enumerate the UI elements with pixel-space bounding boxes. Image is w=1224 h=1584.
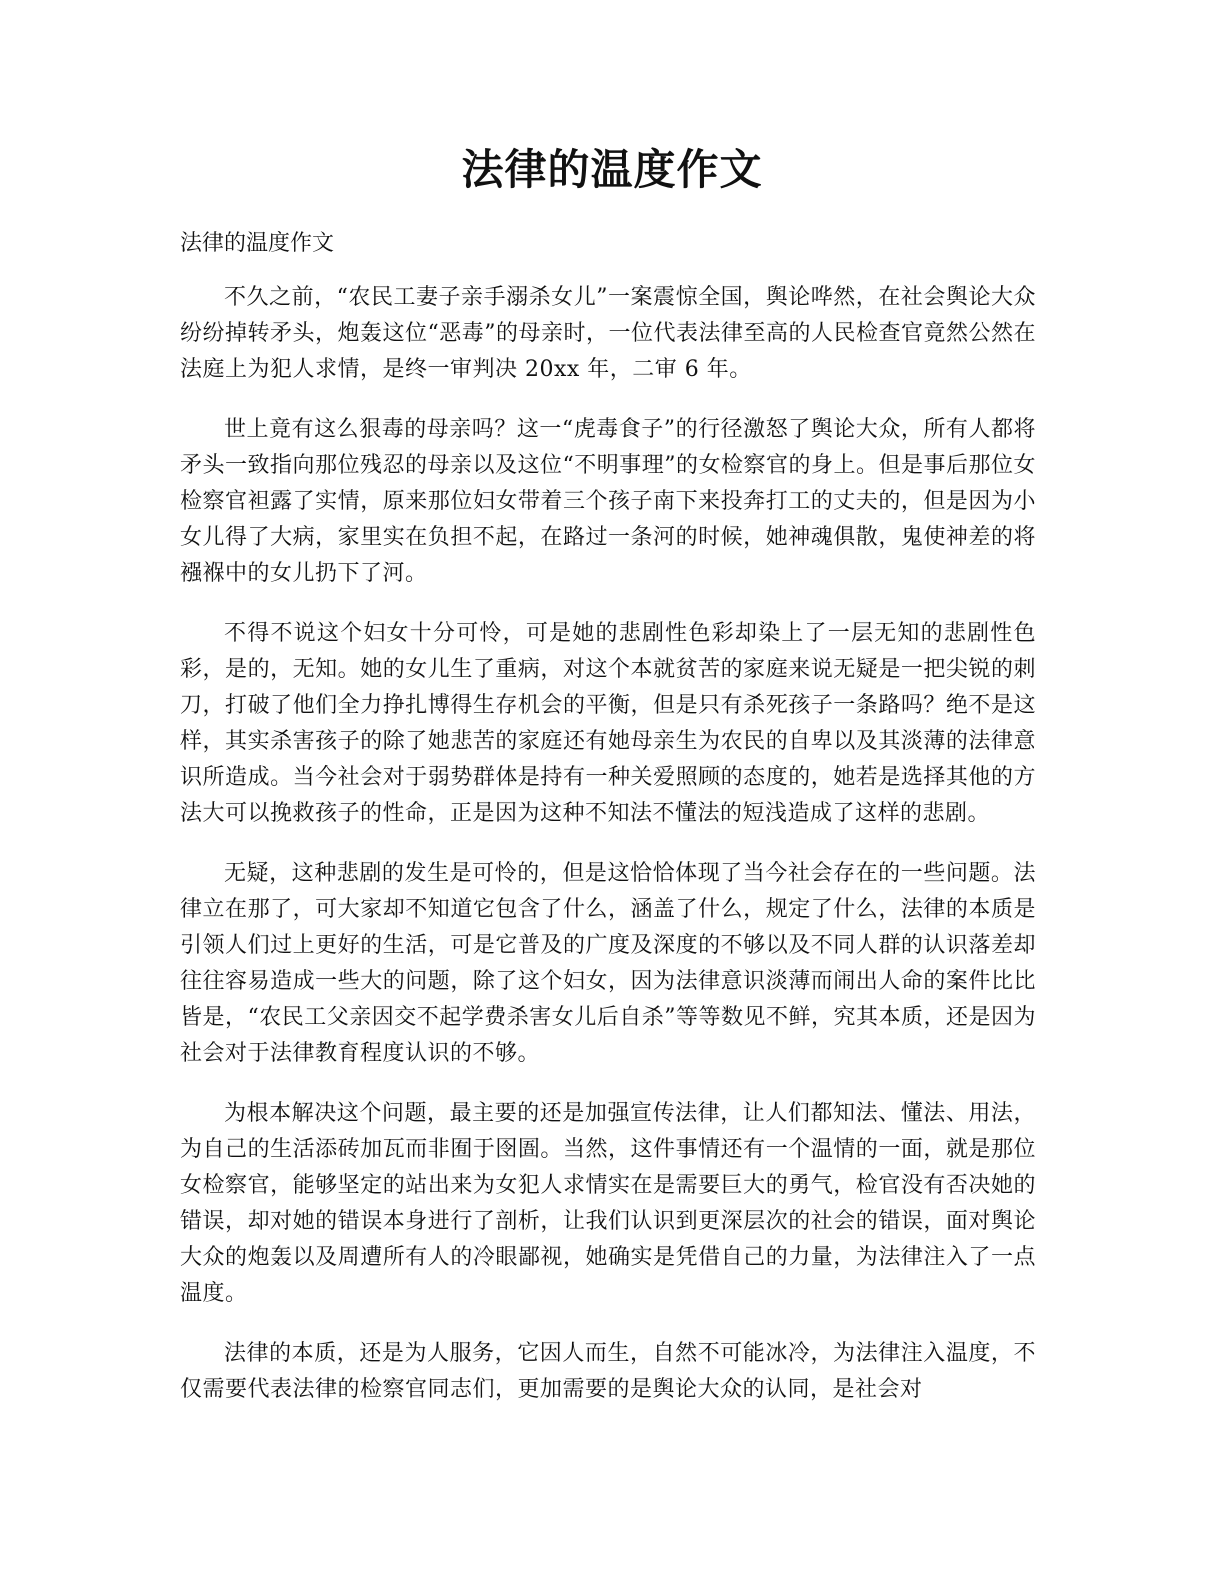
paragraph: 为根本解决这个问题，最主要的还是加强宣传法律，让人们都知法、懂法、用法，为自己的生活添砖加瓦而非囿于囹圄。当然，这件事情还有一个温情的一面，就是那位女检察官，能够坚定的站出来为女犯人求情实在是需要巨大的勇气，检官没有否决她的错误，却对她的错误本身进行了剖析，让我们认识到更深层次的社会的错误，面对舆论大众的炮轰以及周遭所有人的冷眼鄙视，她确实是凭借自己的力量，为法律注入了一点温度。: [180, 1101, 1036, 1306]
paragraph: 不得不说这个妇女十分可怜，可是她的悲剧性色彩却染上了一层无知的悲剧性色彩，是的，无知。她的女儿生了重病，对这个本就贫苦的家庭来说无疑是一把尖锐的刺刀，打破了他们全力挣扎博得生存机会的平衡，但是只有杀死孩子一条路吗？绝不是这样，其实杀害孩子的除了她悲苦的家庭还有她母亲生为农民的自卑以及其淡薄的法律意识所造成。当今社会对于弱势群体是持有一种关爱照顾的态度的，她若是选择其他的方法大可以挽救孩子的性命，正是因为这种不知法不懂法的短浅造成了这样的悲剧。: [180, 621, 1036, 826]
paragraph: 世上竟有这么狠毒的母亲吗？这一“虎毒食子”的行径激怒了舆论大众，所有人都将矛头一致指向那位残忍的母亲以及这位“不明事理”的女检察官的身上。但是事后那位女检察官袒露了实情，原来那位妇女带着三个孩子南下来投奔打工的丈夫的，但是因为小女儿得了大病，家里实在负担不起，在路过一条河的时候，她神魂俱散，鬼使神差的将襁褓中的女儿扔下了河。: [180, 417, 1036, 586]
paragraph: 无疑，这种悲剧的发生是可怜的，但是这恰恰体现了当今社会存在的一些问题。法律立在那了，可大家却不知道它包含了什么，涵盖了什么，规定了什么，法律的本质是引领人们过上更好的生活，可是它普及的广度及深度的不够以及不同人群的认识落差却往往容易造成一些大的问题，除了这个妇女，因为法律意识淡薄而闹出人命的案件比比皆是，“农民工父亲因交不起学费杀害女儿后自杀”等等数见不鲜，究其本质，还是因为社会对于法律教育程度认识的不够。: [180, 861, 1036, 1066]
paragraph: 不久之前，“农民工妻子亲手溺杀女儿”一案震惊全国，舆论哗然，在社会舆论大众纷纷掉转矛头，炮轰这位“恶毒”的母亲时，一位代表法律至高的人民检查官竟然公然在法庭上为犯人求情，是终一审判决 20xx 年，二审 6 年。: [180, 285, 1036, 382]
document-subtitle: 法律的温度作文: [180, 231, 335, 256]
document-body: [180, 280, 1036, 1432]
document-title: 法律的温度作文: [461, 145, 763, 194]
paragraph: 法律的本质，还是为人服务，它因人而生，自然不可能冰冷，为法律注入温度，不仅需要代表法律的检察官同志们，更加需要的是舆论大众的认同，是社会对: [180, 1341, 1036, 1402]
